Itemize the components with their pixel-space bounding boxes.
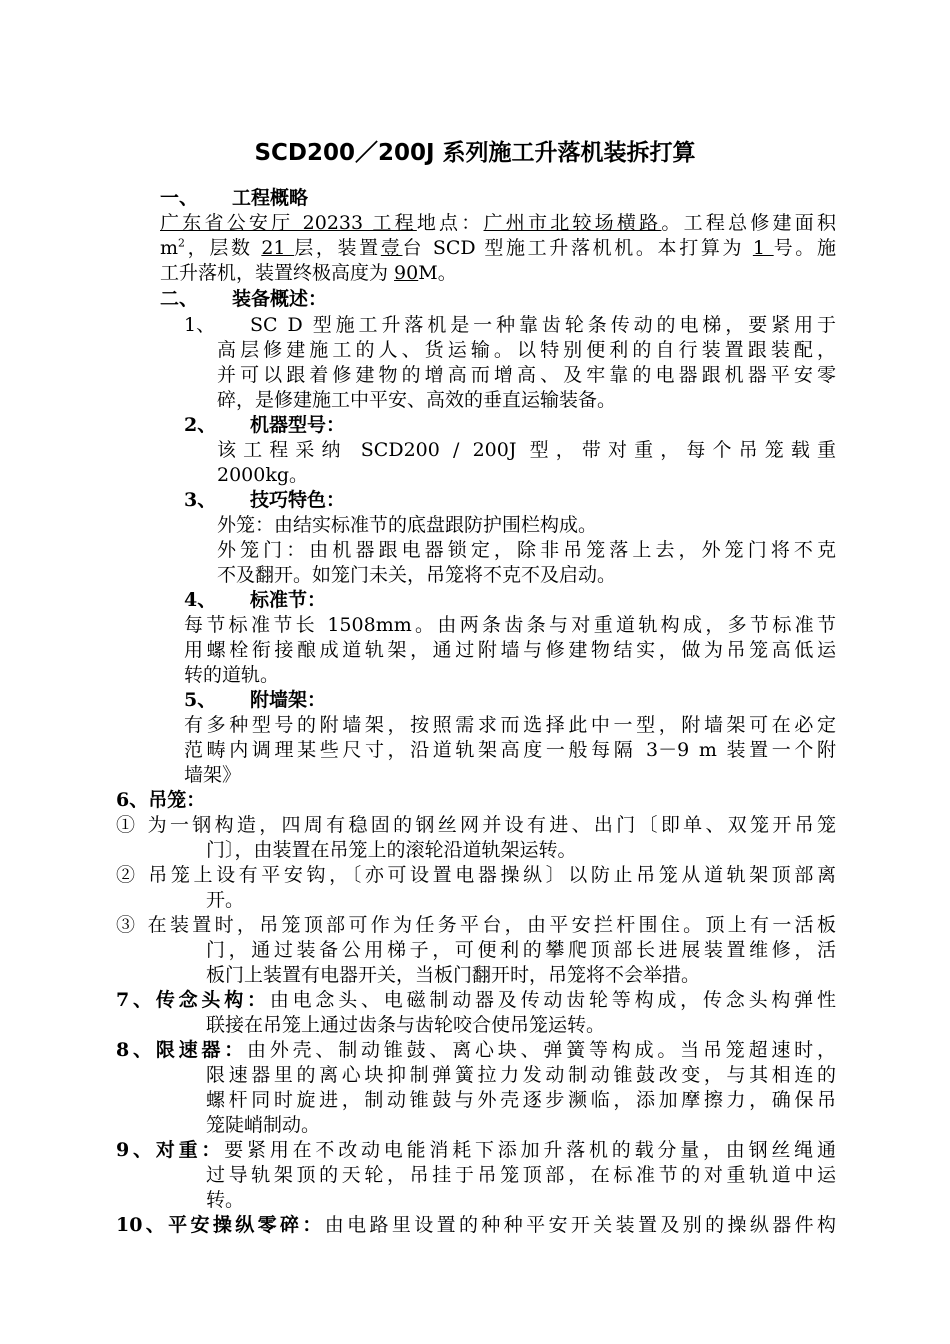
document-title: SCD200／200J 系列施工升落机装拆打算 bbox=[254, 140, 696, 166]
item-4-number: 4、 bbox=[184, 589, 217, 611]
section-6-item-2-line-1: ② 吊笼上设有平安钩，〔亦可设置电器操纵〕以防止吊笼从道轨架顶部离 bbox=[116, 864, 836, 886]
section-9-line-1: 9、对重：要紧用在不改动电能消耗下添加升落机的载分量，由钢丝绳通 bbox=[116, 1139, 836, 1161]
section-1-heading: 一、 工程概略 bbox=[160, 187, 309, 209]
section-8-line-4: 笼陡峭制动。 bbox=[206, 1114, 321, 1136]
item-2-line-2: 2000kg。 bbox=[217, 464, 309, 486]
item-3-line-1: 外笼：由结实标准节的底盘跟防护围栏构成。 bbox=[217, 514, 598, 536]
item-1-line-4: 碎，是修建施工中平安、高效的垂直运输装备。 bbox=[217, 389, 617, 411]
item-2-line-1: 该工程采纳 SCD200 / 200J 型，带对重，每个吊笼载重 bbox=[217, 439, 836, 461]
section-6-item-3-line-2: 门，通过装备公用梯子，可便利的攀爬顶部长进展装置维修，活 bbox=[206, 939, 836, 961]
section-6-item-1-line-2: 门〕，由装置在吊笼上的滚轮沿道轨架运转。 bbox=[206, 839, 577, 861]
item-4-heading: 标准节： bbox=[250, 589, 327, 611]
item-3-line-2: 外笼门：由机器跟电器锁定，除非吊笼落上去，外笼门将不克 bbox=[217, 539, 836, 561]
item-4-line-3: 转的道轨。 bbox=[184, 664, 280, 686]
item-1-line-1: SC D 型施工升落机是一种靠齿轮条传动的电梯，要紧用于 bbox=[250, 314, 836, 336]
item-1-line-2: 高层修建施工的人、货运输。以特别便利的自行装置跟装配， bbox=[217, 339, 836, 361]
section-2-heading: 二、 装备概述： bbox=[160, 288, 328, 310]
item-1-number: 1、 bbox=[184, 314, 216, 336]
section-1-line-3: 工升落机，装置终极高度为 90M。 bbox=[160, 262, 457, 284]
item-3-heading: 技巧特色： bbox=[250, 489, 346, 511]
item-5-line-2: 范畴内调理某些尺寸，沿道轨架高度一般每隔 3－9 m 装置一个附 bbox=[184, 739, 836, 761]
item-2-number: 2、 bbox=[184, 414, 217, 436]
section-6-item-1-line-1: ① 为一钢构造，四周有稳固的钢丝网并设有进、出门〔即单、双笼开吊笼 bbox=[116, 814, 836, 836]
section-6-item-3-line-1: ③ 在装置时，吊笼顶部可作为任务平台，由平安拦杆围住。顶上有一活板 bbox=[116, 914, 836, 936]
section-8-line-3: 螺杆同时旋进，制动锥鼓与外壳逐步濒临，添加摩擦力，确保吊 bbox=[206, 1089, 836, 1111]
section-9-line-2: 过导轨架顶的天轮，吊挂于吊笼顶部，在标准节的对重轨道中运 bbox=[206, 1164, 836, 1186]
section-1-line-1: 广东省公安厅 20233 工程地点：广州市北较场横路。工程总修建面积 bbox=[160, 212, 836, 234]
section-6-item-3-line-3: 板门上装置有电器开关，当板门翻开时，吊笼将不会举措。 bbox=[206, 964, 701, 986]
item-4-line-1: 每节标准节长 1508mm。由两条齿条与对重道轨构成，多节标准节 bbox=[184, 614, 836, 636]
item-5-line-3: 墙架》 bbox=[184, 764, 242, 786]
item-5-line-1: 有多种型号的附墙架，按照需求而选择此中一型，附墙架可在必定 bbox=[184, 714, 836, 736]
section-8-line-1: 8、限速器：由外壳、制动锥鼓、离心块、弹簧等构成。当吊笼超速时， bbox=[116, 1039, 836, 1061]
section-10-line-1: 10、平安操纵零碎：由电路里设置的种种平安开关装置及别的操纵器件构 bbox=[116, 1214, 836, 1236]
item-3-number: 3、 bbox=[184, 489, 217, 511]
section-7-line-2: 联接在吊笼上通过齿条与齿轮咬合使吊笼运转。 bbox=[206, 1014, 606, 1036]
section-6-heading: 6、吊笼： bbox=[116, 789, 206, 811]
section-7-line-1: 7、传念头构：由电念头、电磁制动器及传动齿轮等构成，传念头构弹性 bbox=[116, 989, 836, 1011]
section-1-line-2: $m^2$，层数 21 层，装置壹台 SCD 型施工升落机机。本打算为 1 号。施 bbox=[160, 236, 836, 259]
section-6-item-2-line-2: 开。 bbox=[206, 889, 245, 911]
item-4-line-2: 用螺栓衔接酿成道轨架，通过附墙与修建物结实，做为吊笼高低运 bbox=[184, 639, 836, 661]
section-8-line-2: 限速器里的离心块抑制弹簧拉力发动制动锥鼓改变，与其相连的 bbox=[206, 1064, 836, 1086]
section-9-line-3: 转。 bbox=[206, 1189, 245, 1211]
item-5-heading: 附墙架： bbox=[250, 689, 327, 711]
item-2-heading: 机器型号： bbox=[250, 414, 346, 436]
item-1-line-3: 并可以跟着修建物的增高而增高、及牢靠的电器跟机器平安零 bbox=[217, 364, 836, 386]
item-5-number: 5、 bbox=[184, 689, 217, 711]
item-3-line-3: 不及翻开。如笼门未关，吊笼将不克不及启动。 bbox=[217, 564, 617, 586]
